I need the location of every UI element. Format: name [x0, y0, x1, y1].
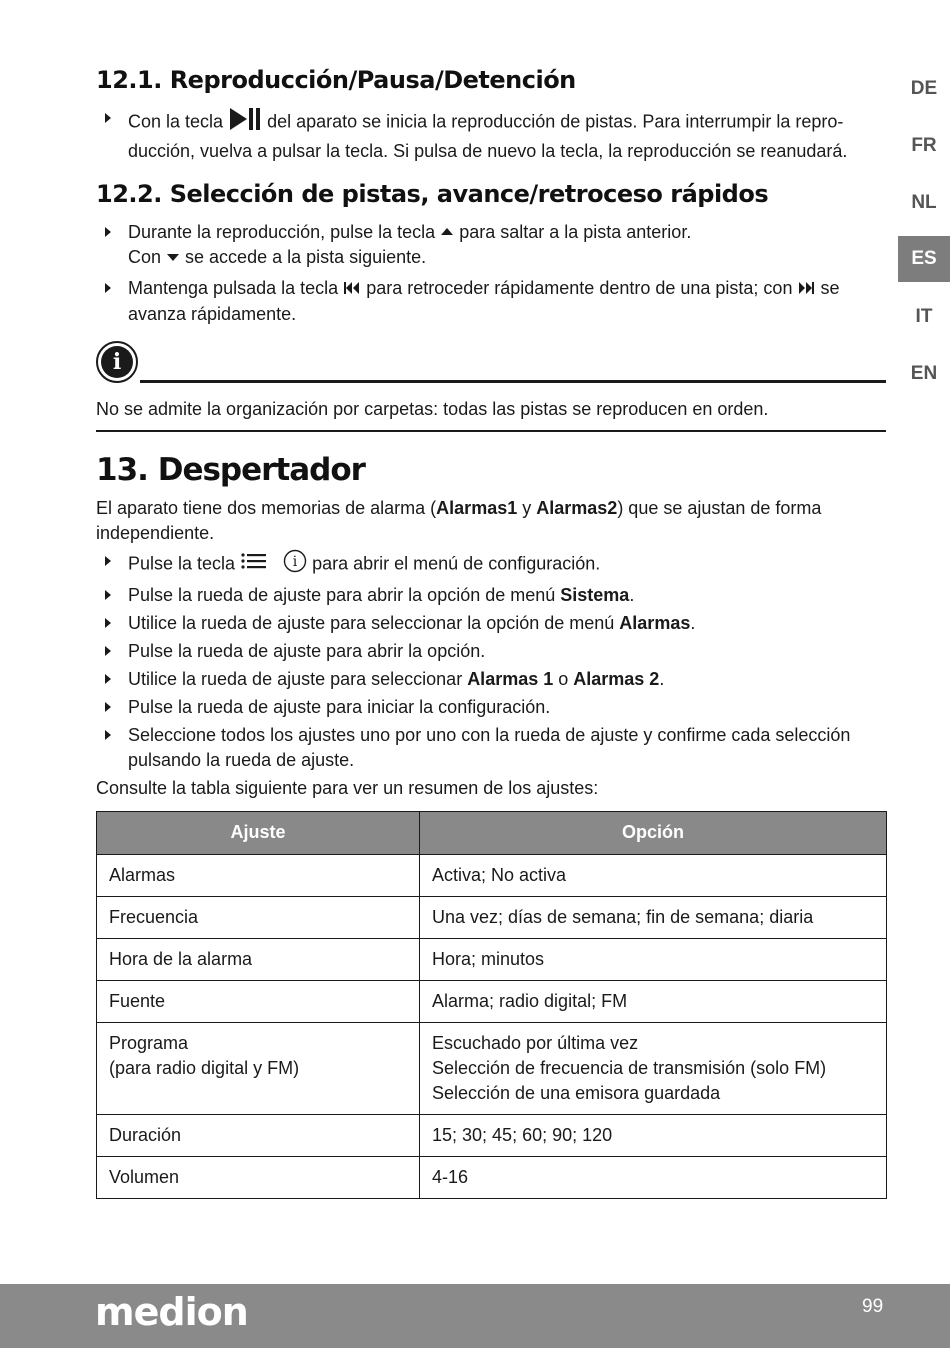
tab-de[interactable]: DE — [910, 78, 938, 99]
bullet-arrow-icon — [105, 674, 111, 684]
step-5: Utilice la rueda de ajuste para seleccionar Alarmas 1 o Alarmas 2. — [96, 667, 886, 692]
triangle-up-icon — [441, 228, 453, 235]
note-text: No se admite la organización por carpetas: todas las pistas se reproducen en orden. — [96, 398, 769, 419]
table-cell-option: 4-16 — [420, 1156, 887, 1198]
bullet-arrow-icon — [105, 283, 111, 293]
tab-en[interactable]: EN — [910, 363, 938, 384]
page-footer — [0, 1284, 950, 1348]
section-12-2-title: 12.2. Selección de pistas, avance/retroceso rápidos — [96, 180, 769, 208]
note-divider — [140, 380, 886, 383]
table-row — [97, 1022, 887, 1114]
table-header-option: Opción — [420, 811, 887, 854]
table-row — [97, 938, 887, 980]
note-bottom-rule — [96, 430, 886, 432]
table-cell-option: Escuchado por última vez Selección de frecuencia de transmisión (solo FM) Selección de una emisora guardada — [420, 1022, 887, 1114]
triangle-down-icon — [167, 254, 179, 261]
step-6: Pulse la rueda de ajuste para iniciar la configuración. — [96, 695, 886, 720]
table-row — [97, 896, 887, 938]
table-cell-option: Una vez; días de semana; fin de semana; diaria — [420, 896, 887, 938]
section-13-intro: El aparato tiene dos memorias de alarma (Alarmas1 y Alarmas2) que se ajustan de forma independiente. — [96, 497, 822, 543]
table-cell-option: Hora; minutos — [420, 938, 887, 980]
bullet-arrow-icon — [105, 730, 111, 740]
table-cell-setting: Alarmas — [97, 854, 420, 896]
note-header — [96, 341, 886, 389]
bullet-arrow-icon — [105, 702, 111, 712]
bullet-arrow-icon — [105, 646, 111, 656]
info-icon — [283, 549, 307, 580]
step-4: Pulse la rueda de ajuste para abrir la opción. — [96, 639, 886, 664]
info-icon: i — [96, 341, 138, 383]
svg-text:i: i — [292, 553, 298, 570]
table-cell-setting: Fuente — [97, 980, 420, 1022]
bullet-fast-seek: Mantenga pulsada la tecla para retroceder rápidamente dentro de una pista; con se avanza rápidamente. — [96, 276, 886, 327]
table-cell-setting: Volumen — [97, 1156, 420, 1198]
tab-it[interactable]: IT — [915, 306, 933, 327]
medion-logo: medion — [95, 1290, 248, 1334]
bullet-arrow-icon — [105, 556, 111, 566]
section-13-title: 13. Despertador — [96, 451, 365, 488]
settings-table — [96, 811, 887, 1199]
table-cell-setting: Programa (para radio digital y FM) — [97, 1022, 420, 1114]
tab-fr[interactable]: FR — [911, 135, 937, 156]
table-row — [97, 980, 887, 1022]
table-cell-option: Activa; No activa — [420, 854, 887, 896]
bullet-arrow-icon — [105, 590, 111, 600]
bullet-track-select: Durante la reproducción, pulse la tecla para saltar a la pista anterior. Con se accede a la pista siguiente. — [96, 220, 886, 270]
step-3: Utilice la rueda de ajuste para seleccionar la opción de menú Alarmas. — [96, 611, 886, 636]
step-2: Pulse la rueda de ajuste para abrir la opción de menú Sistema. — [96, 583, 886, 608]
bullet-arrow-icon — [105, 618, 111, 628]
table-header-row — [97, 811, 887, 854]
page-number: 99 — [862, 1296, 884, 1317]
table-row — [97, 1114, 887, 1156]
skip-forward-icon — [797, 277, 815, 302]
table-cell-setting: Duración — [97, 1114, 420, 1156]
play-pause-icon — [228, 106, 262, 139]
table-cell-setting: Frecuencia — [97, 896, 420, 938]
skip-back-icon — [343, 277, 361, 302]
language-tabs — [898, 60, 950, 402]
step-1: Pulse la tecla i para abrir el menú de configuración. — [96, 549, 886, 580]
bullet-play-pause: Con la tecla del aparato se inicia la reproducción de pistas. Para interrumpir la repro-ducción, vuelva a pulsar la tecla. Si pulsa de nuevo la tecla, la reproducción se reanudará. — [96, 106, 886, 164]
page-content — [96, 60, 886, 1199]
table-cell-option: Alarma; radio digital; FM — [420, 980, 887, 1022]
table-cell-option: 15; 30; 45; 60; 90; 120 — [420, 1114, 887, 1156]
tab-es[interactable]: ES — [898, 236, 950, 282]
table-row — [97, 1156, 887, 1198]
bullet-arrow-icon — [105, 227, 111, 237]
section-12-1-title: 12.1. Reproducción/Pausa/Detención — [96, 66, 576, 94]
table-cell-setting: Hora de la alarma — [97, 938, 420, 980]
table-row — [97, 854, 887, 896]
tab-nl[interactable]: NL — [911, 192, 937, 213]
step-7: Seleccione todos los ajustes uno por uno con la rueda de ajuste y confirme cada selección pulsando la rueda de ajuste. — [96, 723, 886, 773]
bullet-arrow-icon — [105, 113, 111, 123]
menu-lines-icon — [240, 552, 268, 577]
table-intro: Consulte la tabla siguiente para ver un resumen de los ajustes: — [96, 777, 599, 798]
table-header-setting: Ajuste — [97, 811, 420, 854]
